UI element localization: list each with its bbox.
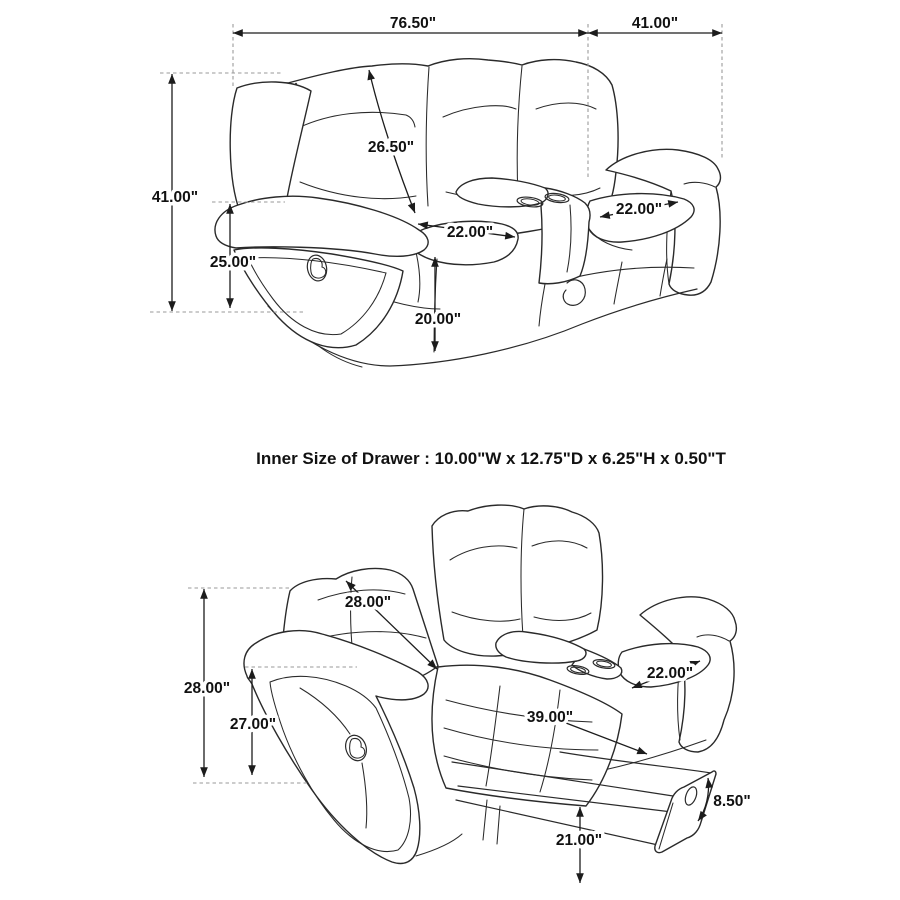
- dim-footrest-height: [556, 807, 602, 883]
- dim-back-height-label: 26.50": [367, 139, 415, 156]
- dim-reclined-overall-height: [184, 589, 230, 777]
- dim-overall-depth-label: 41.00": [631, 15, 679, 32]
- dim-footrest-width-label: 8.50": [713, 793, 751, 810]
- dim-reclined-back-length-label: 28.00": [344, 594, 392, 611]
- dim-arm-height-label: 25.00": [209, 254, 257, 271]
- dim-footrest-height-label: 21.00": [555, 832, 603, 849]
- dim-reclined-overall-height-label: 28.00": [183, 680, 231, 697]
- dim-overall-height-label: 41.00": [151, 189, 199, 206]
- dim-seat-height-label: 20.00": [414, 311, 462, 328]
- dim-overall-depth: [588, 15, 722, 33]
- reclined-sofa-drawing: [244, 505, 736, 863]
- dim-right-seat-width-label: 22.00": [615, 201, 663, 218]
- dim-left-seat-width-label: 22.00": [446, 224, 494, 241]
- dim-reclined-seat-width-label: 22.00": [646, 665, 694, 682]
- dim-seat-height: [415, 257, 461, 351]
- dim-reclined-arm-height-label: 27.00": [229, 716, 277, 733]
- dim-overall-width-label: 76.50": [389, 15, 437, 32]
- drawer-note: Inner Size of Drawer : 10.00"W x 12.75"D x 6.25"H x 0.50"T: [256, 449, 726, 468]
- dim-overall-height: [152, 74, 198, 311]
- dim-reclined-depth-label: 39.00": [526, 709, 574, 726]
- dim-overall-width: [233, 15, 588, 33]
